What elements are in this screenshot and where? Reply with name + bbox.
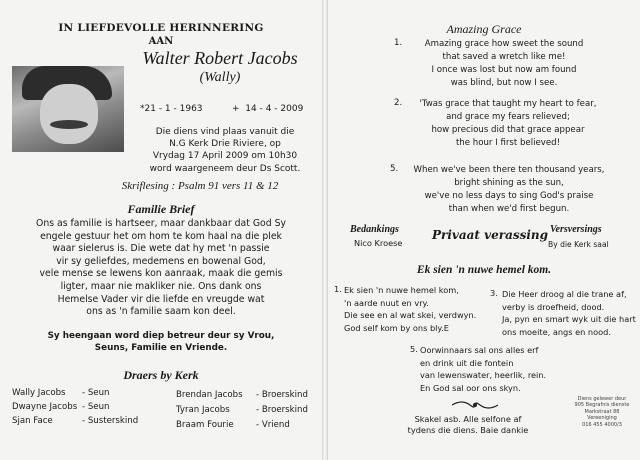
poem-verse-1: Ek sien 'n nuwe hemel kom, 'n aarde nuut en vry. Die see en al wat skei, verdwyn. God self kom by ons bly.E xyxy=(344,285,477,333)
pallbearer-name: Sjan Face xyxy=(12,416,53,426)
deceased-name: Walter Robert Jacobs xyxy=(142,48,298,68)
pallbearer-relation: - Seun xyxy=(82,388,110,398)
pallbearer-relation: - Vriend xyxy=(256,420,290,430)
private-cremation: Privaat verassing xyxy=(432,228,549,242)
deceased-nickname: (Wally) xyxy=(199,70,241,85)
pallbearer-relation: - Broerskind xyxy=(256,405,308,415)
family-letter-title: Familie Brief xyxy=(127,202,195,216)
portrait-photo xyxy=(12,66,124,152)
scripture-reading: Skriflesing : Psalm 91 vers 11 & 12 xyxy=(121,180,279,192)
service-details: Die diens vind plaas vanuit die N.G Kerk Drie Riviere, op Vrydag 17 April 2009 om 10h30 word waargeneem deur Ds Scott. xyxy=(149,127,301,174)
birth-date: *21 - 1 - 1963 xyxy=(140,104,203,114)
hymn-verse-2: 'Twas grace that taught my heart to fear, and grace my fears relieved; how precious did that grace appear the hour I first believed! xyxy=(419,99,597,148)
pallbearer-name: Braam Fourie xyxy=(176,420,234,430)
pallbearer-relation: - Seun xyxy=(82,402,110,412)
family-letter-body: Ons as familie is hartseer, maar dankbaar dat God Sy engele gestuur het om hom te kom haal na die plek waar sielerus is. Die wete dat hy met 'n passie vir sy geliefdes, medemens en bowenal God, vele mense se lewens kon aanraak, maak die gemis ligter, maar nie makliker nie. Ons dank ons Hemelse Vader vir die liefde en vreugde wat ons as 'n familie saam kon deel. xyxy=(36,218,286,318)
pallbearer-name: Wally Jacobs xyxy=(12,388,66,398)
birth-star-icon: * xyxy=(140,104,145,114)
memorial-heading: IN LIEFDEVOLLE HERINNERING xyxy=(58,22,264,34)
poem-verse-1-number: 1. xyxy=(334,284,342,294)
hymn-verse-5: When we've been there ten thousand years, bright shining as the sun, we've no less days to sing God's praise than when we'd first begun. xyxy=(413,165,605,214)
poem-verse-3-number: 3. xyxy=(490,288,498,298)
thanks-name: Nico Kroese xyxy=(354,238,403,248)
death-cross-icon: + xyxy=(232,104,240,114)
pallbearer-name: Brendan Jacobs xyxy=(176,390,243,400)
hymn-verse-1: Amazing grace how sweet the sound that saved a wretch like me! I once was lost but now am found was blind, but now I see. xyxy=(424,39,584,88)
poem-verse-5-number: 5. xyxy=(410,344,418,354)
phones-off-notice: Skakel asb. Alle selfone af tydens die diens. Baie dankie xyxy=(407,414,529,435)
right-page xyxy=(328,0,640,460)
memorial-heading-aan: AAN xyxy=(148,36,174,47)
mourners-note: Sy heengaan word diep betreur deur sy Vrou, Seuns, Familie en Vriende. xyxy=(47,331,275,353)
thanks-title: Bedankings xyxy=(350,224,399,235)
pallbearers-title: Draers by Kerk xyxy=(123,368,199,382)
hymn-verse-2-number: 2. xyxy=(394,98,403,108)
pallbearer-relation: - Broerskind xyxy=(256,390,308,400)
poem-verse-3: Die Heer droog al die trane af, verby is droefheid, dood. Ja, pyn en smart wyk uit die hart ons moeite, angs en nood. xyxy=(502,289,636,337)
flourish-ornament-icon xyxy=(450,398,500,412)
death-date: + 14 - 4 - 2009 xyxy=(232,104,304,114)
hymn-verse-1-number: 1. xyxy=(394,38,403,48)
refreshments-place: By die Kerk saal xyxy=(548,240,609,249)
hymn-verse-5-number: 5. xyxy=(390,164,399,174)
refreshments-title: Versversings xyxy=(550,224,602,235)
hymn-title: Amazing Grace xyxy=(446,22,522,36)
poem-verse-5: Oorwinnaars sal ons alles erf en drink uit die fontein van lewenswater, heerlik, rein. En God sal oor ons skyn. xyxy=(420,345,547,393)
poem-title: Ek sien 'n nuwe hemel kom. xyxy=(416,264,552,276)
pallbearer-relation: - Susterskind xyxy=(82,416,139,426)
funeral-service-stamp: Diens gelewer deur 905 Begrafnis dienste Markstraat 88 Vereeniging 016 455 4000/3 xyxy=(574,396,630,428)
pallbearer-name: Tyran Jacobs xyxy=(176,405,230,415)
pallbearer-name: Dwayne Jacobs xyxy=(12,402,78,412)
